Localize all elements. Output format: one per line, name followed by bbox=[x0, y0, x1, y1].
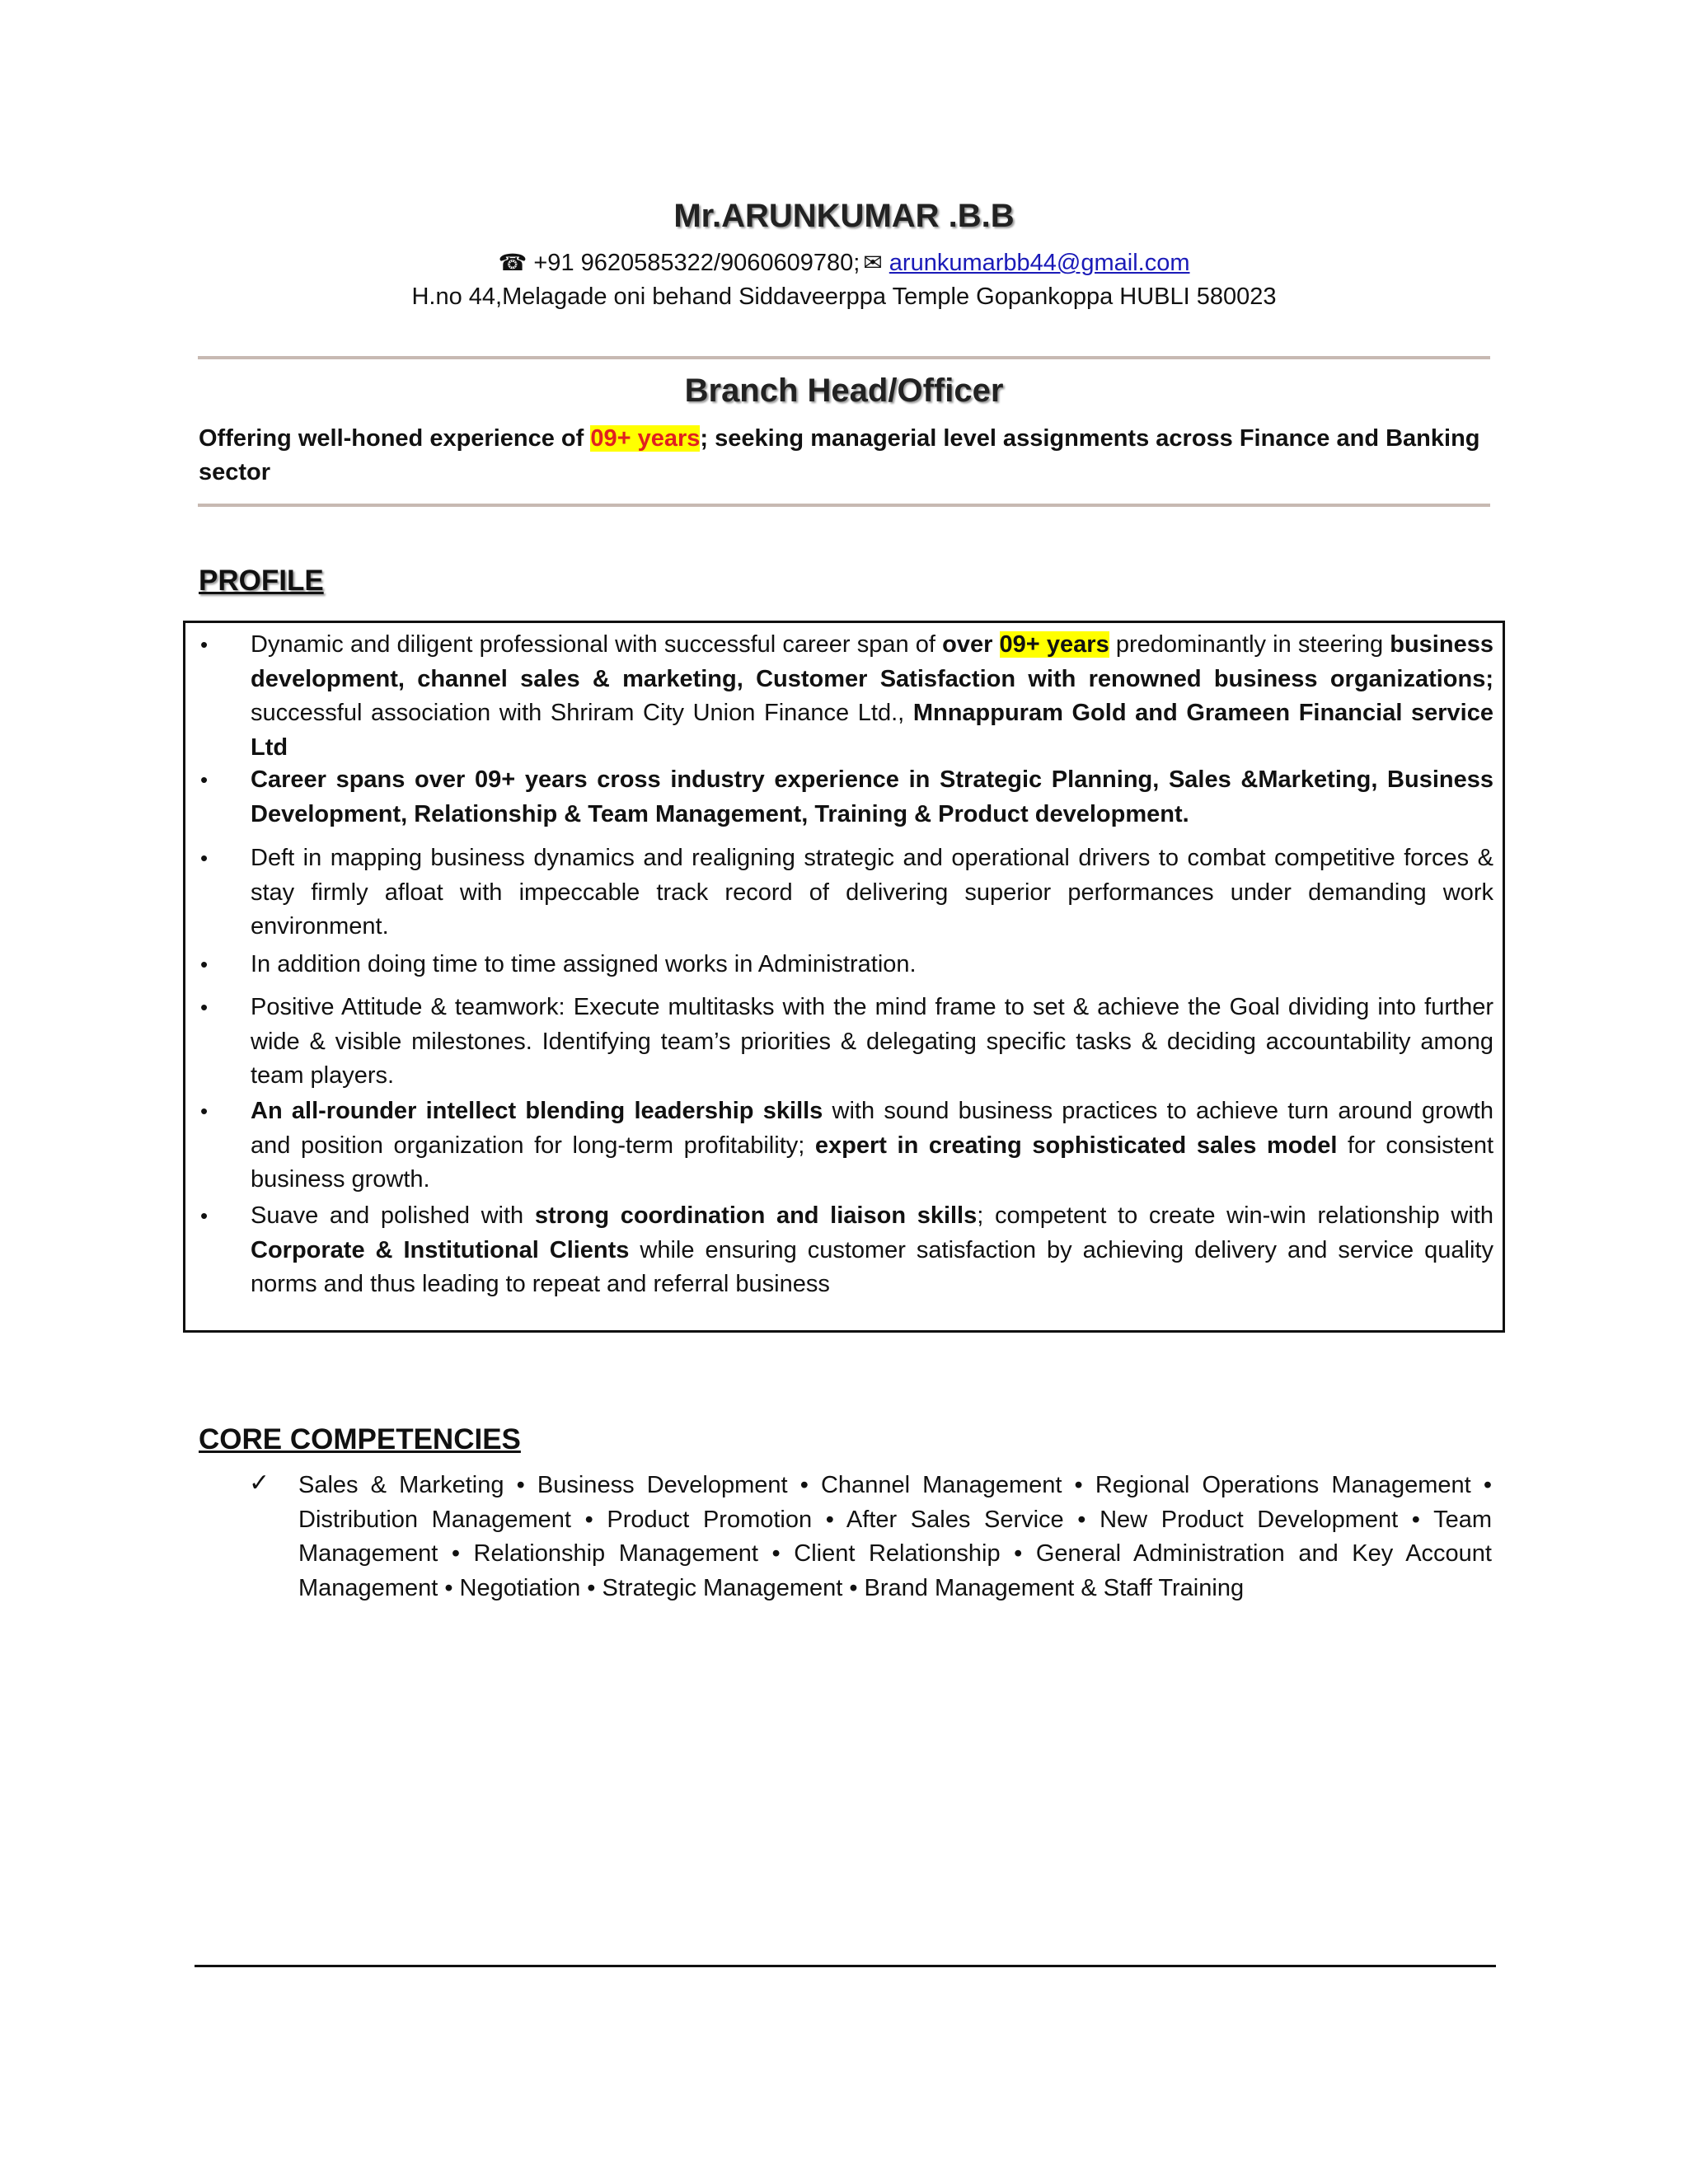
list-item: • Dynamic and diligent professional with successful career span of over 09+ years predominantly in steering business development, channel sales & marketing, Customer Satisfaction with renowned business organizations; successful association with Shriram City Union Finance Ltd., Mnnappuram Gold and Grameen Financial service Ltd bbox=[251, 628, 1493, 765]
list-item: • Suave and polished with strong coordination and liaison skills; competent to create win-win relationship with Corporate & Institutional Clients while ensuring customer satisfaction by achieving delivery and service quality norms and thus leading to repeat and referral business bbox=[251, 1199, 1493, 1302]
bullet-icon: • bbox=[200, 1203, 209, 1228]
footer-divider bbox=[195, 1965, 1496, 1967]
list-item: • Deft in mapping business dynamics and realigning strategic and operational drivers to combat competitive forces & stay firmly afloat with impeccable track record of delivering superior performances under demanding work environment. bbox=[251, 841, 1493, 944]
bullet-icon: • bbox=[200, 632, 209, 657]
tagline-text: Offering well-honed experience of bbox=[199, 425, 591, 452]
divider bbox=[198, 504, 1490, 507]
years-highlight: 09+ years bbox=[999, 631, 1109, 658]
contact-line bbox=[0, 249, 1688, 277]
email-link[interactable]: arunkumarbb44@gmail.com bbox=[889, 250, 1190, 276]
list-item: • Career spans over 09+ years cross industry experience in Strategic Planning, Sales &Marketing, Business Development, Relationship & Team Management, Training & Product development. bbox=[251, 763, 1493, 832]
candidate-name: Mr.ARUNKUMAR .B.B bbox=[673, 198, 1015, 234]
phone-icon: ☎ bbox=[498, 250, 528, 275]
core-competencies-heading: CORE COMPETENCIES bbox=[199, 1423, 521, 1455]
role-title: Branch Head/Officer bbox=[684, 373, 1004, 409]
bullet-icon: • bbox=[200, 952, 209, 977]
bullet-icon: • bbox=[200, 846, 209, 870]
tagline-text: ; seeking managerial level assignments across Finance and Banking sector bbox=[199, 425, 1480, 485]
phone-number: +91 9620585322/9060609780; bbox=[533, 250, 860, 276]
list-item: • Positive Attitude & teamwork: Execute multitasks with the mind frame to set & achieve the Goal dividing into further wide & visible milestones. Identifying team’s priorities & delegating specific tasks & deciding accountability among team players. bbox=[251, 991, 1493, 1094]
envelope-icon: ✉ bbox=[863, 250, 883, 275]
bullet-icon: • bbox=[200, 767, 209, 792]
list-item: • In addition doing time to time assigned works in Administration. bbox=[251, 948, 1493, 982]
bullet-icon: • bbox=[200, 995, 209, 1019]
list-item: • An all-rounder intellect blending leadership skills with sound business practices to achieve turn around growth and position organization for long-term profitability; expert in creating sophisticated sales model for consistent business growth. bbox=[251, 1094, 1493, 1197]
address: H.no 44,Melagade oni behand Siddaveerppa Temple Gopankoppa HUBLI 580023 bbox=[411, 284, 1277, 310]
divider bbox=[198, 356, 1490, 359]
checkmark-icon: ✓ bbox=[249, 1469, 270, 1497]
profile-heading: PROFILE bbox=[199, 565, 324, 597]
core-competencies-text: Sales & Marketing • Business Development • Channel Management • Regional Operations Management • Distribution Management • Product Promotion • After Sales Service • New Product Development • Team Management • Relationship Management • Client Relationship • General Administration and Key Account Management • Negotiation • Strategic Management • Brand Management & Staff Training bbox=[298, 1472, 1492, 1601]
tagline bbox=[199, 422, 1493, 490]
profile-box bbox=[183, 621, 1505, 1333]
tagline-highlight: 09+ years bbox=[590, 425, 701, 452]
bullet-icon: • bbox=[200, 1099, 209, 1123]
